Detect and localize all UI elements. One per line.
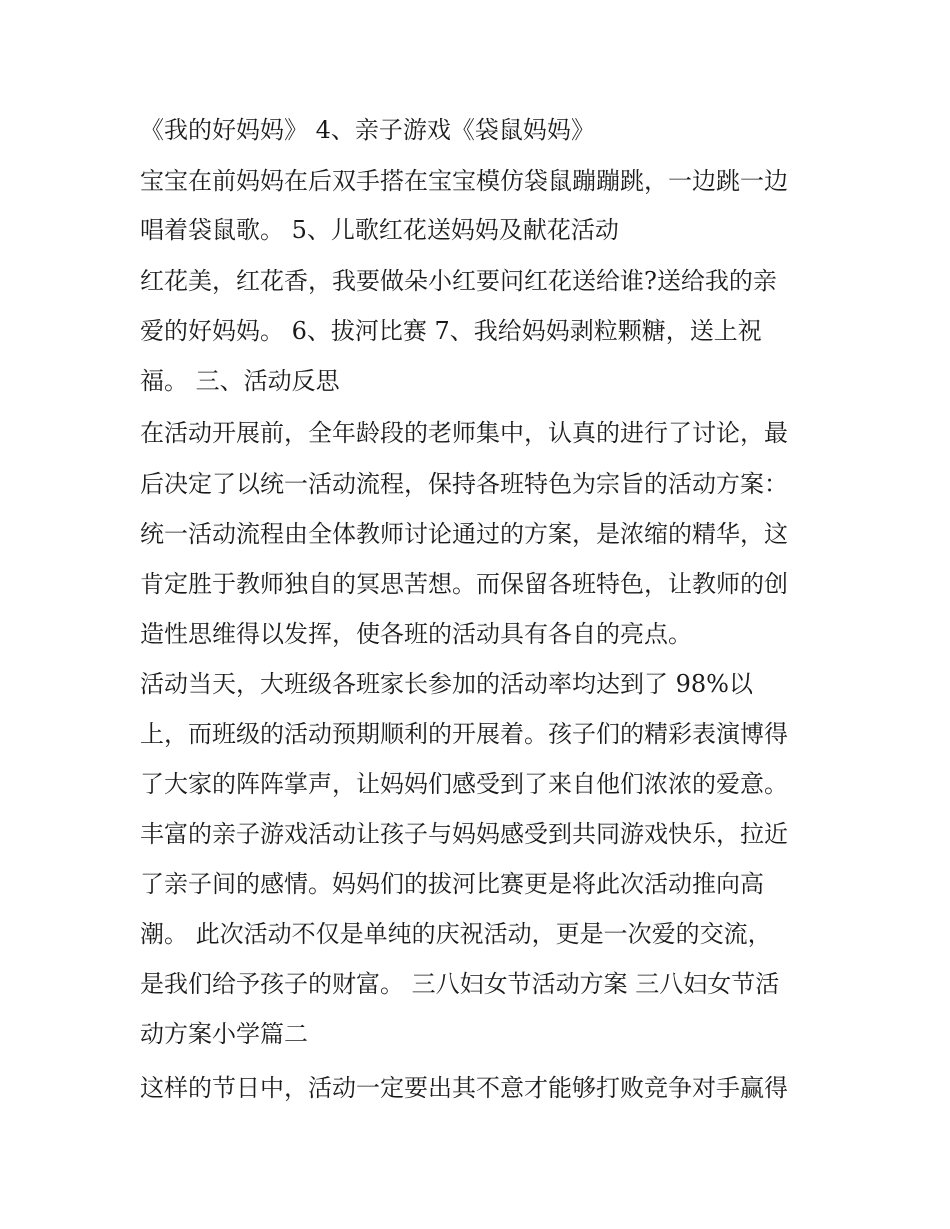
- text-line: 这样的节日中，活动一定要出其不意才能够打败竞争对手赢得: [140, 1074, 788, 1102]
- text-line: 是我们给予孩子的财富。 三八妇女节活动方案 三八妇女节活: [140, 970, 780, 998]
- text-line: 统一活动流程由全体教师讨论通过的方案，是浓缩的精华，这: [140, 520, 788, 548]
- text-line: 在活动开展前，全年龄段的老师集中，认真的进行了讨论，最: [140, 419, 788, 447]
- text-line: 红花美，红花香，我要做朵小红要问红花送给谁?送给我的亲: [140, 267, 777, 295]
- text-line: 了大家的阵阵掌声，让妈妈们感受到了来自他们浓浓的爱意。: [140, 770, 788, 798]
- text-line: 动方案小学篇二: [140, 1020, 308, 1048]
- text-line: 宝宝在前妈妈在后双手搭在宝宝模仿袋鼠蹦蹦跳，一边跳一边: [140, 167, 788, 195]
- text-line: 后决定了以统一活动流程，保持各班特色为宗旨的活动方案：: [140, 470, 788, 498]
- text-line: 丰富的亲子游戏活动让孩子与妈妈感受到共同游戏快乐，拉近: [140, 820, 788, 848]
- text-line: 上，而班级的活动预期顺利的开展着。孩子们的精彩表演博得: [140, 720, 788, 748]
- text-line: 《我的好妈妈》 4、亲子游戏《袋鼠妈妈》: [140, 116, 595, 144]
- text-line: 爱的好妈妈。 6、拔河比赛 7、我给妈妈剥粒颗糖，送上祝: [140, 317, 762, 345]
- text-line: 造性思维得以发挥，使各班的活动具有各自的亮点。: [140, 620, 692, 648]
- text-line: 福。 三、活动反思: [140, 367, 340, 395]
- text-line: 唱着袋鼠歌。 5、儿歌红花送妈妈及献花活动: [140, 216, 619, 244]
- text-line: 肯定胜于教师独自的冥思苦想。而保留各班特色，让教师的创: [140, 570, 788, 598]
- text-line: 潮。 此次活动不仅是单纯的庆祝活动，更是一次爱的交流，: [140, 920, 772, 948]
- text-line: 了亲子间的感情。妈妈们的拔河比赛更是将此次活动推向高: [140, 870, 764, 898]
- text-line: 活动当天，大班级各班家长参加的活动率均达到了 98%以: [140, 670, 753, 698]
